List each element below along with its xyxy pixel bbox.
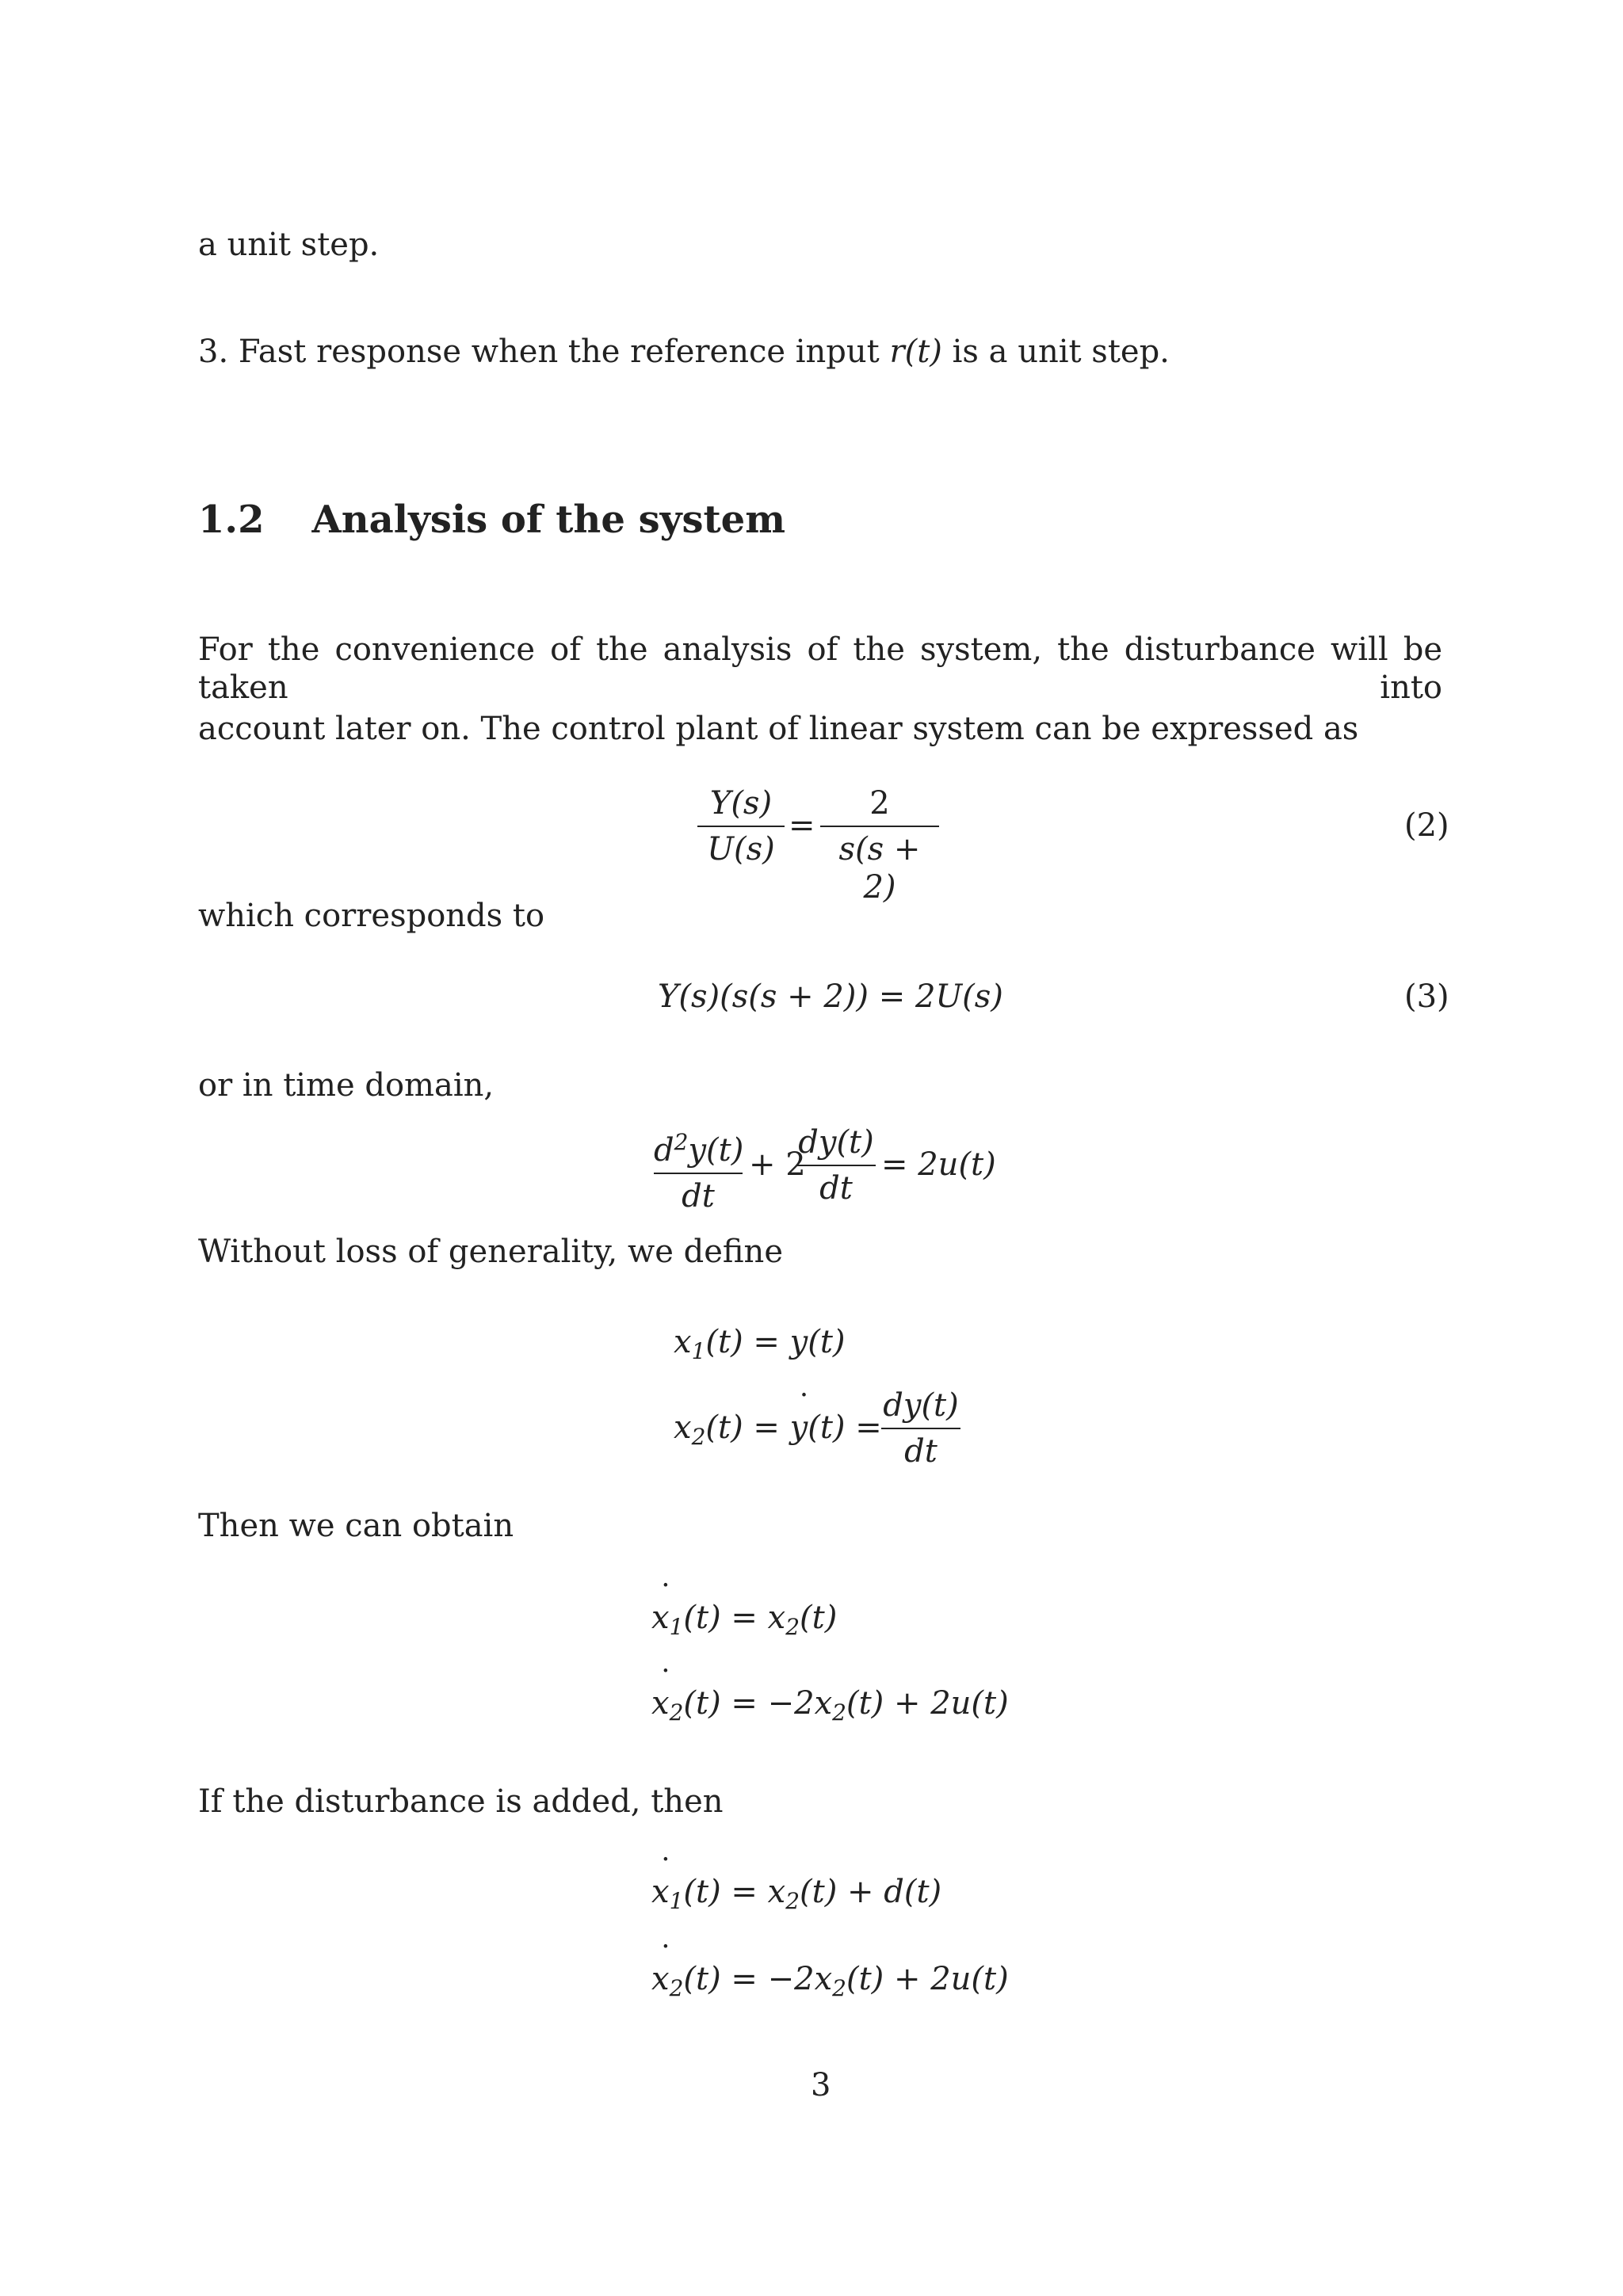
def1-x: x	[674, 1324, 692, 1360]
eq2-lhs-bar	[697, 826, 785, 827]
s2l2-sub: 2	[669, 1975, 684, 2001]
list-item-3-prefix: 3. Fast response when the reference input	[198, 334, 890, 370]
ode-plus-two: + 2	[749, 1146, 806, 1183]
ode-term1-denominator: dt	[682, 1178, 715, 1215]
s1l1-rest: (t)	[800, 1600, 838, 1636]
ode-sup: 2	[674, 1129, 689, 1155]
eq2-equals: =	[789, 807, 815, 844]
ode-rhs: = 2u(t)	[881, 1146, 996, 1183]
text-which-corresponds: which corresponds to	[198, 898, 545, 934]
text-define: Without loss of generality, we define	[198, 1234, 783, 1270]
section-title: Analysis of the system	[311, 498, 786, 542]
ode-term2-bar	[796, 1165, 876, 1166]
def2-sub: 2	[691, 1424, 706, 1450]
s1l1-xdot: ˙ x	[651, 1599, 670, 1637]
s1l1-arg: (t) = x	[683, 1600, 786, 1636]
list-item-3-suffix: is a unit step.	[941, 334, 1170, 370]
carry-over-line: a unit step.	[198, 227, 380, 263]
def2-arg: (t) =	[705, 1409, 790, 1446]
page-number: 3	[811, 2067, 831, 2103]
ode-term1-numerator	[654, 1123, 743, 1169]
s1l1-rsub: 2	[785, 1614, 800, 1640]
s1l2-sub: 2	[669, 1699, 684, 1726]
s2l2-rest: (t) + 2u(t)	[846, 1961, 1009, 1997]
equation-number-2: (2)	[1404, 807, 1449, 844]
disturbed-eq-line-2	[651, 1960, 1009, 2008]
state-eq-line-2	[651, 1684, 1009, 1732]
ode-term1-bar	[654, 1173, 743, 1174]
s2l2-rsub: 2	[832, 1975, 846, 2001]
equation-3: Y(s)(s(s + 2)) = 2U(s)	[658, 978, 1003, 1015]
def2-ydot: ˙ y	[790, 1409, 808, 1447]
ode-term2-fraction	[796, 1123, 876, 1207]
eq2-lhs-denominator: U(s)	[707, 831, 775, 868]
reference-input-var: r(t)	[889, 334, 942, 370]
eq2-rhs-fraction	[820, 784, 939, 906]
s2l1-rsub: 2	[785, 1888, 800, 1914]
s2l1-xdot: ˙ x	[651, 1873, 670, 1911]
section-number: 1.2	[198, 498, 265, 542]
section-heading	[198, 498, 785, 542]
state-eq-line-1	[651, 1599, 837, 1646]
def1-rhs: = y(t)	[753, 1324, 846, 1360]
definition-line-2	[674, 1409, 882, 1456]
def2-x: x	[674, 1409, 692, 1446]
equation-number-3: (3)	[1404, 978, 1449, 1015]
def1-sub: 1	[691, 1338, 706, 1364]
def2-fraction	[881, 1386, 960, 1470]
text-disturbance: If the disturbance is added, then	[198, 1783, 724, 1820]
def2-frac-bar	[881, 1428, 960, 1429]
text-obtain: Then we can obtain	[198, 1508, 514, 1544]
s1l2-rest: (t) + 2u(t)	[846, 1685, 1009, 1722]
eq2-rhs-bar	[820, 826, 939, 827]
list-item-3	[198, 333, 1170, 371]
def2-ydot-arg: (t) =	[808, 1409, 882, 1446]
s1l2-arg: (t) = −2x	[683, 1685, 833, 1722]
eq2-rhs-denominator: s(s + 2)	[838, 831, 921, 906]
def2-frac-numerator: dy(t)	[883, 1387, 959, 1424]
def2-frac-denominator: dt	[904, 1433, 938, 1470]
paragraph-line-1: For the convenience of the analysis of the system, the disturbance will be taken into	[198, 631, 1442, 706]
s2l2-arg: (t) = −2x	[683, 1961, 833, 1997]
eq2-lhs-fraction	[697, 784, 785, 868]
ode-term2-numerator: dy(t)	[798, 1124, 874, 1161]
definition-line-1	[674, 1323, 846, 1371]
ode-term2-denominator: dt	[819, 1170, 853, 1207]
disturbed-eq-line-1	[651, 1873, 941, 1920]
eq2-lhs-numerator: Y(s)	[709, 785, 773, 822]
s1l2-rsub: 2	[832, 1699, 846, 1726]
ode-y: y(t)	[688, 1132, 744, 1169]
s1l1-sub: 1	[669, 1614, 684, 1640]
def1-arg: (t)	[705, 1324, 743, 1360]
ode-d: d	[654, 1132, 674, 1169]
s2l2-xdot: ˙ x	[651, 1960, 670, 1998]
s2l1-sub: 1	[669, 1888, 684, 1914]
text-time-domain: or in time domain,	[198, 1067, 495, 1104]
ode-term1-fraction	[654, 1123, 743, 1215]
s1l2-xdot: ˙ x	[651, 1684, 670, 1722]
eq2-rhs-numerator: 2	[869, 785, 890, 822]
s2l1-rest: (t) + d(t)	[800, 1874, 942, 1910]
paragraph-line-2: account later on. The control plant of linear system can be expressed as	[198, 711, 1359, 747]
s2l1-arg: (t) = x	[683, 1874, 786, 1910]
